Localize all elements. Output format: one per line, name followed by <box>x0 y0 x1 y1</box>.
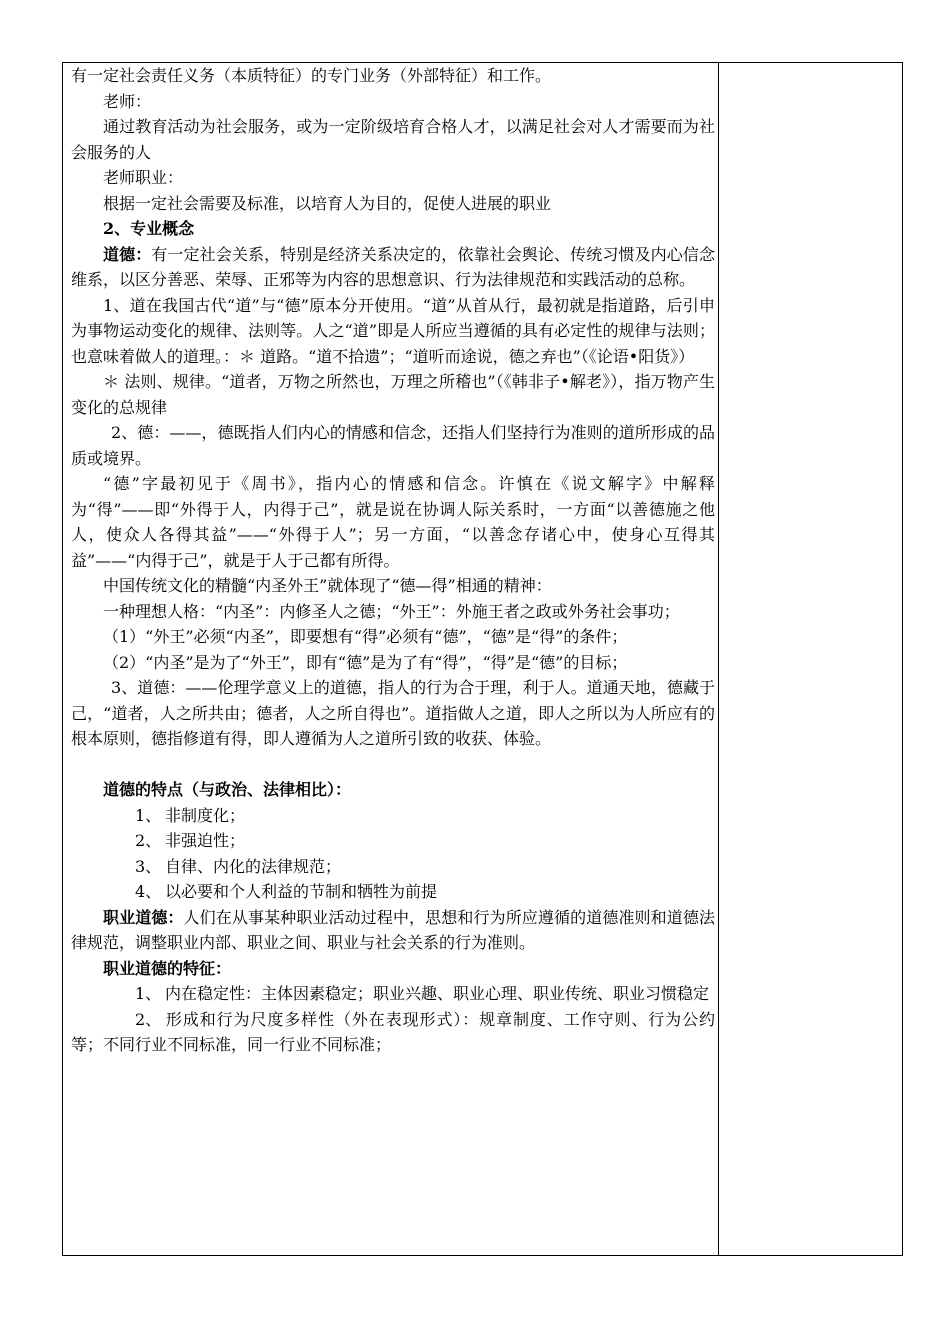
list-text: 内在稳定性：主体因素稳定；职业兴趣、职业心理、职业传统、职业习惯稳定 <box>165 984 710 1003</box>
document-table <box>62 62 903 1256</box>
list-text: 以必要和个人利益的节制和牺牲为前提 <box>165 882 438 901</box>
paragraph: 1、道在我国古代“道”与“德”原本分开使用。“道”从首从行，最初就是指道路，后引申为事物运动变化的规律、法则等。人之“道”即是人所应当遵循的具有必定性的规律与法则；也意味着做人的道理。：＊ 道路。“道不拾遗”；“道听而途说，德之弃也”（《论语•阳货》） <box>71 295 715 366</box>
list-number: 2、 <box>135 831 162 850</box>
list-number: 2、 <box>135 1009 162 1029</box>
section-heading: 2、专业概念 <box>103 219 195 238</box>
list-item <box>71 1007 715 1058</box>
paragraph: 中国传统文化的精髓“内圣外王”就体现了“德—得”相通的精神： <box>103 576 552 595</box>
main-cell <box>71 63 715 1058</box>
blank-line <box>71 752 715 778</box>
paragraph <box>71 242 715 293</box>
list-item <box>71 854 715 880</box>
column-divider <box>718 63 719 1255</box>
list-text: 形成和行为尺度多样性（外在表现形式）：规章制度、工作守则、行为公约等；不同行业不同标准，同一行业不同标准； <box>71 1009 715 1054</box>
definition: 有一定社会关系，特别是经济关系决定的，依靠社会舆论、传统习惯及内心信念维系，以区分善恶、荣辱、正邪等为内容的思想意识、行为法律规范和实践活动的总称。 <box>71 244 715 289</box>
list-item <box>71 879 715 905</box>
list-text: 非强迫性； <box>165 831 246 850</box>
list-number: 4、 <box>135 882 162 901</box>
paragraph: （1）“外王”必须“内圣”，即要想有“得”必须有“德”，“德”是“得”的条件； <box>103 627 628 646</box>
section-heading: 道德的特点（与政治、法律相比）： <box>103 780 352 799</box>
list-number: 1、 <box>135 805 162 825</box>
paragraph: 老师职业： <box>103 168 184 187</box>
list-item <box>71 828 715 854</box>
list-item <box>71 803 715 829</box>
list-item <box>71 981 715 1007</box>
paragraph <box>71 905 715 956</box>
term: 道德： <box>103 244 152 264</box>
list-number: 1、 <box>135 984 162 1003</box>
paragraph: ＊ 法则、规律。“道者，万物之所然也，万理之所稽也”（《韩非子•解老》），指万物产生变化的总规律 <box>71 372 715 417</box>
list-number: 3、 <box>135 856 162 876</box>
paragraph: “德”字最初见于《周书》，指内心的情感和信念。许慎在《说文解字》中解释为“得”——即“外得于人，内得于己”，就是说在协调人际关系时，一方面“以善德施之他人，使众人各得其益”——“外得于人”；另一方面，“以善念存诸心中，使身心互得其益”——“内得于己”，就是于人于己都有所得。 <box>71 474 715 570</box>
definition: 人们在从事某种职业活动过程中，思想和行为所应遵循的道德准则和道德法律规范，调整职业内部、职业之间、职业与社会关系的行为准则。 <box>71 907 715 952</box>
paragraph: 3、道德：——伦理学意义上的道德，指人的行为合于理，利于人。道通天地，德藏于己，“道者，人之所共由；德者，人之所自得也”。道指做人之道，即人之所以为人所应有的根本原则，德指修道有得，即人遵循为人之道所引致的收获、体验。 <box>71 678 715 748</box>
term: 职业道德： <box>103 907 184 927</box>
list-text: 自律、内化的法律规范； <box>165 856 342 876</box>
list-text: 非制度化； <box>165 805 246 825</box>
paragraph: 2、德：——，德既指人们内心的情感和信念，还指人们坚持行为准则的道所形成的品质或境界。 <box>71 423 715 468</box>
paragraph: 根据一定社会需要及标准，以培育人为目的，促使人进展的职业 <box>103 193 552 213</box>
paragraph: 老师： <box>103 91 152 111</box>
paragraph: （2）“内圣”是为了“外王”，即有“德”是为了有“得”，“得”是“德”的目标； <box>103 652 628 672</box>
paragraph: 一种理想人格：“内圣”：内修圣人之德；“外王”：外施王者之政或外务社会事功； <box>103 601 680 621</box>
paragraph: 有一定社会责任义务（本质特征）的专门业务（外部特征）和工作。 <box>71 66 552 85</box>
section-heading: 职业道德的特征： <box>103 958 232 978</box>
paragraph: 通过教育活动为社会服务，或为一定阶级培育合格人才，以满足社会对人才需要而为社会服务的人 <box>71 117 715 162</box>
